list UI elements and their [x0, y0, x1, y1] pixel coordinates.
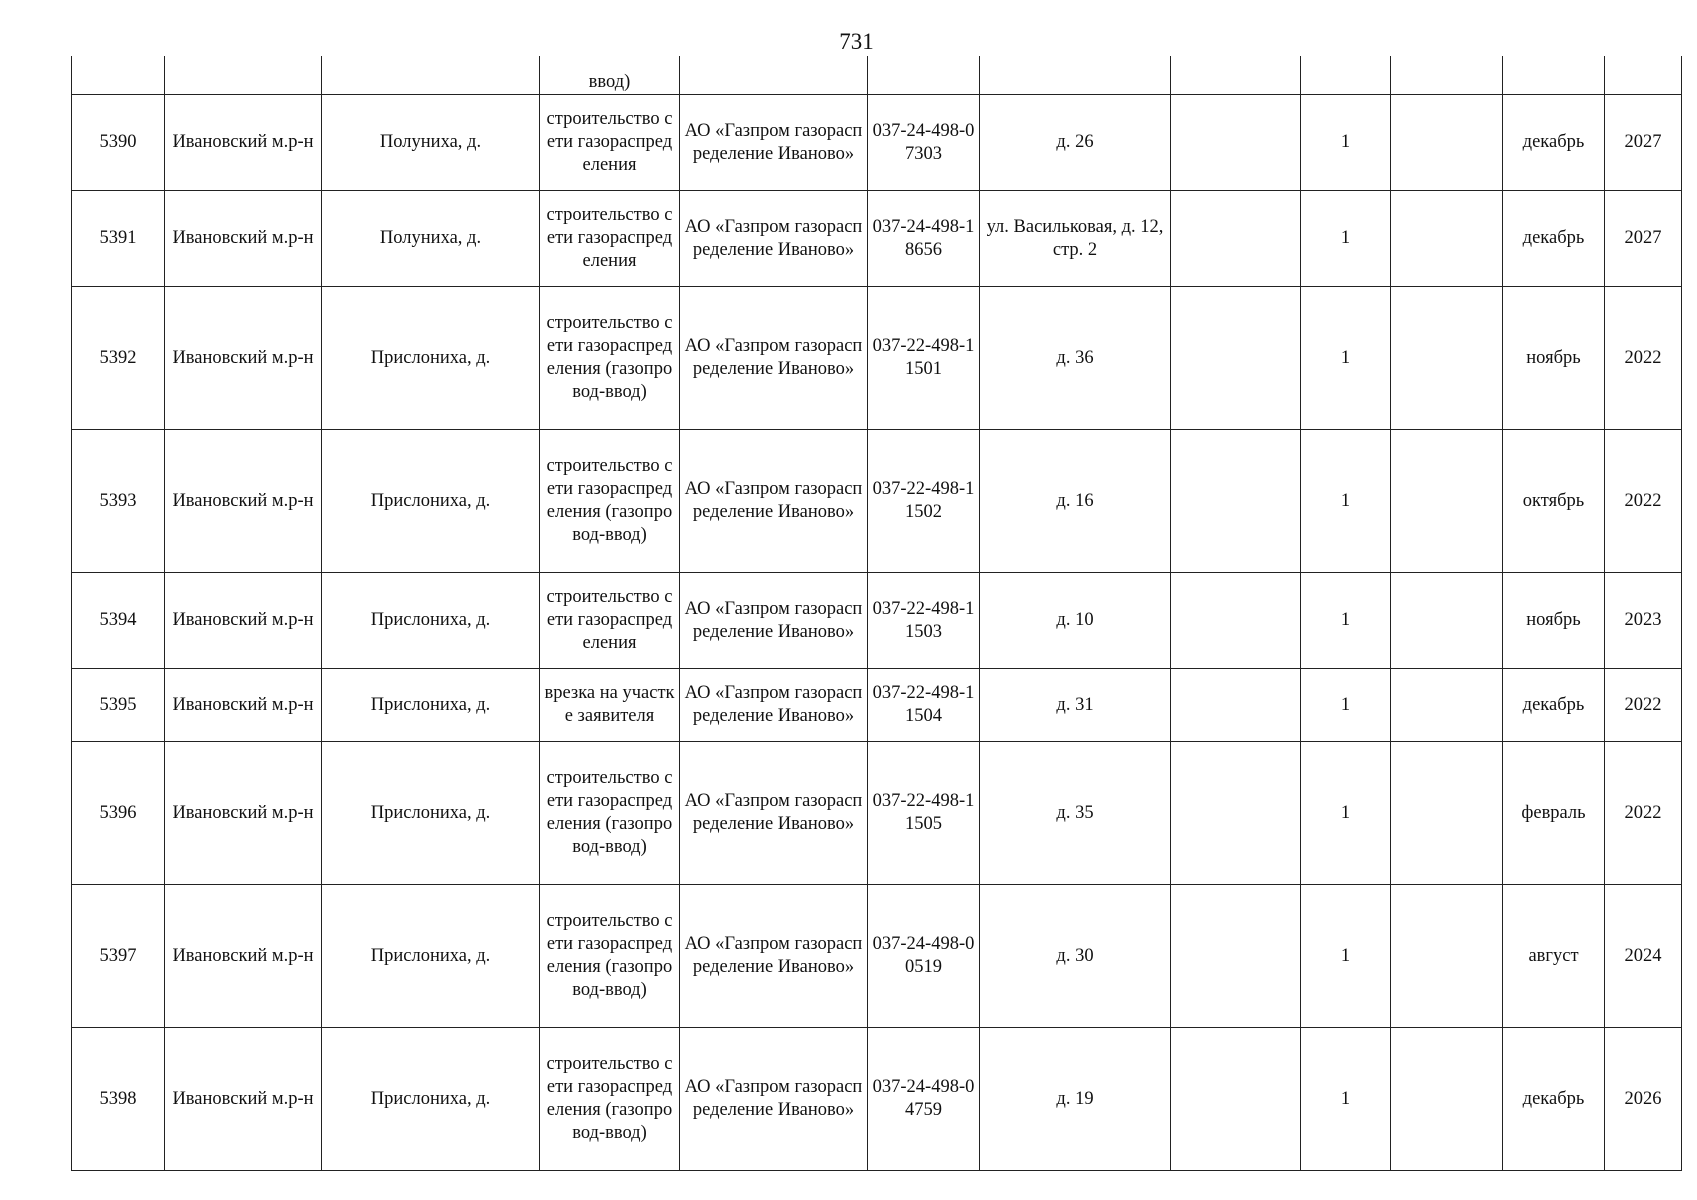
cell-address: д. 36 [980, 287, 1171, 430]
cell-num: 5393 [72, 430, 165, 573]
cell-col8 [1171, 95, 1301, 191]
table-row [72, 742, 1682, 885]
table-row [72, 95, 1682, 191]
cell-district: Ивановский м.р-н [165, 742, 322, 885]
cell-settlement: Прислониха, д. [322, 430, 540, 573]
cell-settlement: Полуниха, д. [322, 191, 540, 287]
cell-address: д. 31 [980, 669, 1171, 742]
cell-code: 037-22-498-11505 [868, 742, 980, 885]
cell-num: 5394 [72, 573, 165, 669]
cell-year [1605, 56, 1682, 95]
table-row [72, 287, 1682, 430]
cell-count: 1 [1301, 430, 1391, 573]
cell-month: август [1503, 885, 1605, 1028]
cell-address [980, 56, 1171, 95]
cell-count [1301, 56, 1391, 95]
cell-work-type: строительство сети газораспределения (газопровод-ввод) [540, 287, 680, 430]
cell-col10 [1391, 287, 1503, 430]
cell-count: 1 [1301, 191, 1391, 287]
cell-col8 [1171, 742, 1301, 885]
cell-address: д. 19 [980, 1028, 1171, 1171]
table-row [72, 1028, 1682, 1171]
cell-settlement: Прислониха, д. [322, 287, 540, 430]
cell-num: 5397 [72, 885, 165, 1028]
cell-settlement: Прислониха, д. [322, 669, 540, 742]
cell-organization [680, 56, 868, 95]
cell-year: 2027 [1605, 191, 1682, 287]
cell-month: февраль [1503, 742, 1605, 885]
cell-count: 1 [1301, 573, 1391, 669]
table-row [72, 669, 1682, 742]
cell-code: 037-24-498-07303 [868, 95, 980, 191]
cell-work-type: строительство сети газораспределения (газопровод-ввод) [540, 430, 680, 573]
cell-organization: АО «Газпром газораспределение Иваново» [680, 885, 868, 1028]
cell-month: декабрь [1503, 95, 1605, 191]
table-row [72, 191, 1682, 287]
cell-col10 [1391, 669, 1503, 742]
table-body [72, 56, 1682, 1171]
cell-col10 [1391, 95, 1503, 191]
cell-address: д. 10 [980, 573, 1171, 669]
cell-month: ноябрь [1503, 287, 1605, 430]
cell-work-type: строительство сети газораспределения (газопровод-ввод) [540, 1028, 680, 1171]
cell-count: 1 [1301, 885, 1391, 1028]
cell-code: 037-24-498-00519 [868, 885, 980, 1028]
cell-organization: АО «Газпром газораспределение Иваново» [680, 573, 868, 669]
cell-year: 2022 [1605, 287, 1682, 430]
cell-district: Ивановский м.р-н [165, 287, 322, 430]
cell-count: 1 [1301, 742, 1391, 885]
cell-count: 1 [1301, 669, 1391, 742]
cell-code: 037-22-498-11504 [868, 669, 980, 742]
cell-col8 [1171, 287, 1301, 430]
cell-year: 2027 [1605, 95, 1682, 191]
cell-month: декабрь [1503, 191, 1605, 287]
cell-code: 037-24-498-18656 [868, 191, 980, 287]
cell-address: д. 16 [980, 430, 1171, 573]
cell-work-type: строительство сети газораспределения [540, 95, 680, 191]
cell-year: 2026 [1605, 1028, 1682, 1171]
cell-num: 5392 [72, 287, 165, 430]
cell-col8 [1171, 1028, 1301, 1171]
table-row [72, 885, 1682, 1028]
cell-col10 [1391, 885, 1503, 1028]
cell-num: 5391 [72, 191, 165, 287]
cell-work-type: врезка на участке заявителя [540, 669, 680, 742]
cell-organization: АО «Газпром газораспределение Иваново» [680, 430, 868, 573]
cell-settlement [322, 56, 540, 95]
cell-num: 5390 [72, 95, 165, 191]
table-row [72, 573, 1682, 669]
data-table [71, 56, 1682, 1171]
cell-num: 5398 [72, 1028, 165, 1171]
cell-month: декабрь [1503, 669, 1605, 742]
cell-work-type: строительство сети газораспределения (газопровод-ввод) [540, 885, 680, 1028]
cell-code: 037-22-498-11501 [868, 287, 980, 430]
cell-address: д. 30 [980, 885, 1171, 1028]
cell-work-type: строительство сети газораспределения [540, 191, 680, 287]
cell-address: д. 26 [980, 95, 1171, 191]
cell-col8 [1171, 56, 1301, 95]
cell-num: 5396 [72, 742, 165, 885]
cell-organization: АО «Газпром газораспределение Иваново» [680, 742, 868, 885]
cell-settlement: Прислониха, д. [322, 742, 540, 885]
cell-district: Ивановский м.р-н [165, 669, 322, 742]
page-number: 731 [839, 29, 874, 54]
cell-district: Ивановский м.р-н [165, 191, 322, 287]
cell-col10 [1391, 430, 1503, 573]
cell-col10 [1391, 742, 1503, 885]
cell-settlement: Полуниха, д. [322, 95, 540, 191]
cell-settlement: Прислониха, д. [322, 885, 540, 1028]
cell-year: 2022 [1605, 669, 1682, 742]
cell-col10 [1391, 56, 1503, 95]
cell-settlement: Прислониха, д. [322, 1028, 540, 1171]
cell-code: 037-22-498-11502 [868, 430, 980, 573]
cell-code: 037-22-498-11503 [868, 573, 980, 669]
cell-col8 [1171, 573, 1301, 669]
cell-work-type: ввод) [540, 56, 680, 95]
cell-num [72, 56, 165, 95]
table-row [72, 430, 1682, 573]
cell-col10 [1391, 1028, 1503, 1171]
cell-code [868, 56, 980, 95]
cell-organization: АО «Газпром газораспределение Иваново» [680, 669, 868, 742]
cell-col8 [1171, 669, 1301, 742]
cell-district: Ивановский м.р-н [165, 573, 322, 669]
cell-col10 [1391, 573, 1503, 669]
cell-address: д. 35 [980, 742, 1171, 885]
cell-count: 1 [1301, 287, 1391, 430]
cell-organization: АО «Газпром газораспределение Иваново» [680, 1028, 868, 1171]
cell-col8 [1171, 191, 1301, 287]
cell-district [165, 56, 322, 95]
cell-organization: АО «Газпром газораспределение Иваново» [680, 191, 868, 287]
cell-district: Ивановский м.р-н [165, 430, 322, 573]
cell-col8 [1171, 885, 1301, 1028]
cell-organization: АО «Газпром газораспределение Иваново» [680, 95, 868, 191]
cell-month: ноябрь [1503, 573, 1605, 669]
cell-year: 2023 [1605, 573, 1682, 669]
cell-code: 037-24-498-04759 [868, 1028, 980, 1171]
cell-count: 1 [1301, 1028, 1391, 1171]
cell-work-type: строительство сети газораспределения (газопровод-ввод) [540, 742, 680, 885]
cell-address: ул. Васильковая, д. 12, стр. 2 [980, 191, 1171, 287]
cell-col8 [1171, 430, 1301, 573]
cell-district: Ивановский м.р-н [165, 1028, 322, 1171]
cell-year: 2022 [1605, 430, 1682, 573]
continued-row [72, 56, 1682, 95]
cell-year: 2024 [1605, 885, 1682, 1028]
cell-month: октябрь [1503, 430, 1605, 573]
cell-month [1503, 56, 1605, 95]
cell-col10 [1391, 191, 1503, 287]
cell-num: 5395 [72, 669, 165, 742]
cell-district: Ивановский м.р-н [165, 95, 322, 191]
cell-month: декабрь [1503, 1028, 1605, 1171]
cell-work-type: строительство сети газораспределения [540, 573, 680, 669]
cell-district: Ивановский м.р-н [165, 885, 322, 1028]
cell-year: 2022 [1605, 742, 1682, 885]
cell-settlement: Прислониха, д. [322, 573, 540, 669]
cell-count: 1 [1301, 95, 1391, 191]
cell-organization: АО «Газпром газораспределение Иваново» [680, 287, 868, 430]
